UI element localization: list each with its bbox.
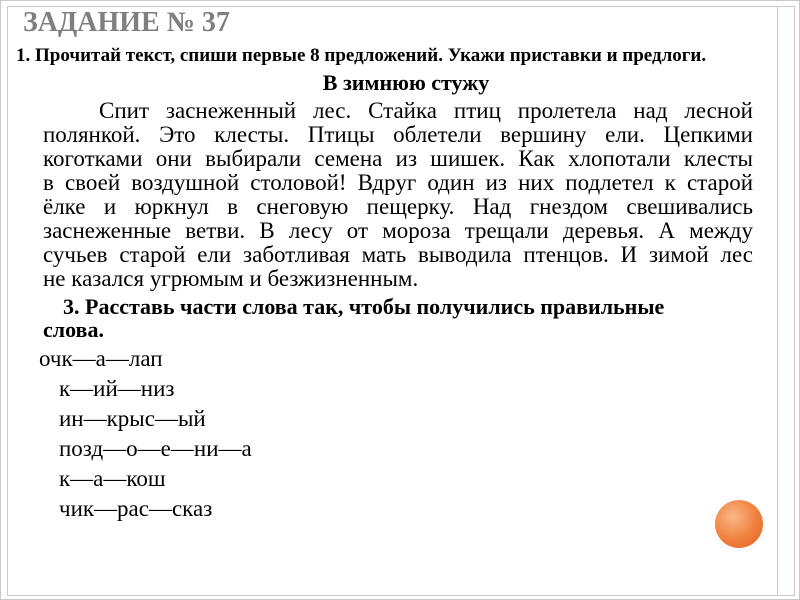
- text-line: коготками они выбирали семена из шишек. Как хлопотали клесты: [43, 146, 753, 171]
- text-line: в своей воздушной столовой! Вдруг один из них подлетел к старой: [43, 170, 753, 195]
- word-parts-item: ин—крыс—ый: [59, 406, 206, 431]
- frame-right-inner-line: [777, 6, 778, 596]
- task1-instruction: 1. Прочитай текст, спиши первые 8 предложений. Укажи приставки и предлоги.: [16, 45, 707, 66]
- task3-instruction: [43, 295, 743, 341]
- word-parts-item: чик—рас—сказ: [59, 496, 213, 521]
- text-line: полянкой. Это клесты. Птицы облетели вершину ели. Цепкими: [43, 122, 753, 147]
- text-line: не казался угрюмым и безжизненным.: [43, 266, 419, 291]
- orange-circle-decoration: [715, 500, 763, 548]
- word-parts-item: очк—а—лап: [39, 346, 163, 371]
- frame-left-line: [7, 6, 8, 596]
- slide-title: ЗАДАНИЕ № 37: [23, 7, 230, 38]
- text-paragraph: [43, 99, 753, 291]
- frame-right-outer-line: [794, 6, 795, 596]
- text-line: Спит заснеженный лес. Стайка птиц пролетела над лесной: [99, 98, 753, 123]
- task3-instruction-line: 3. Расставь части слова так, чтобы получились правильные: [63, 294, 665, 319]
- frame-bottom-line: [7, 595, 795, 596]
- word-parts-item: к—ий—низ: [59, 376, 175, 401]
- text-line: сучьев старой ели заботливая мать выводила птенцов. И зимой лес: [43, 242, 753, 267]
- text-title: В зимнюю стужу: [322, 70, 490, 95]
- word-parts-list: [39, 344, 252, 524]
- task3-instruction-line: слова.: [43, 317, 104, 342]
- word-parts-item: позд—о—е—ни—а: [59, 436, 252, 461]
- text-line: заснеженные ветви. В лесу от мороза трещали деревья. А между: [43, 218, 753, 243]
- text-line: ёлке и юркнул в снеговую пещерку. Над гнездом свешивались: [43, 194, 753, 219]
- word-parts-item: к—а—кош: [59, 466, 166, 491]
